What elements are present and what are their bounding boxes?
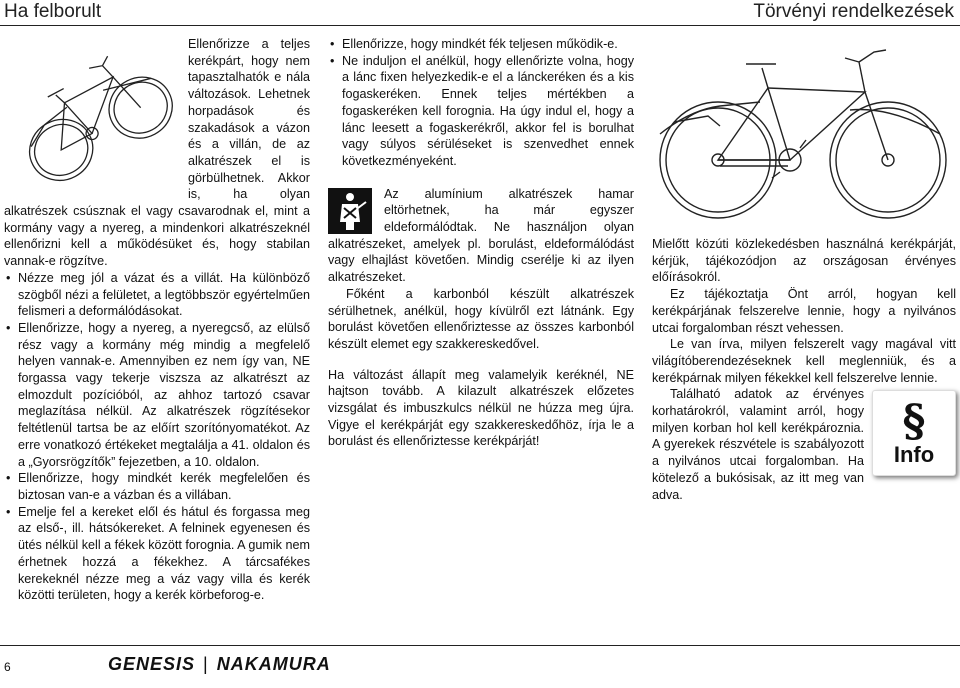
list-item: • Nézze meg jól a vázat és a villát. Ha különböző szögből nézi a felületet, a legtöbbször egyértelműen felismeri a deformálódásokat.	[4, 270, 310, 320]
info-label: Info	[893, 442, 935, 468]
bullet-list-left	[4, 270, 310, 604]
footer-rule	[0, 645, 960, 646]
fallen-bike-illustration	[4, 36, 182, 192]
brand-nakamura: NAKAMURA	[216, 654, 331, 674]
injury-warning-icon	[328, 188, 372, 234]
section-title-left: Ha felborult	[4, 1, 102, 22]
warning-paragraph-carbon: Főként a karbonból készült alkatrészek sérülhetnek, anélkül, hogy kívülről ezt látnánk. Egy borulást követően ellenőriztesse az összes karbonból készült elemet egy szakkereskedővel.	[328, 286, 634, 351]
section-title-right: Törvényi rendelkezések	[753, 1, 954, 22]
paragraph-age-limits: Található adatok az érvényes korhatárokról, valamint arról, hogy milyen korban hol kell kerékpároznia. A gyerekek részvétele is szabályozott a nyilvános utcai forgalomban. Ha kötelező a bukósisak, az itt meg van adva.	[652, 387, 864, 502]
brand-genesis: GENESIS	[108, 654, 196, 674]
column-left	[4, 36, 310, 604]
brand-separator: |	[203, 654, 209, 674]
info-box	[872, 390, 956, 476]
list-item: • Ellenőrizze, hogy mindkét kerék megfelelően és biztosan van-e a vázban és a villában.	[4, 470, 310, 503]
paragraph-lights-brakes: Le van írva, milyen felszerelt vagy magával vitt világítóberendezéseknek kell meglenniük, és a kerékpárnak milyen fékekkel kell felszerelve lennie.	[652, 337, 956, 385]
warning-paragraph-aluminium: Az alumínium alkatrészek hamar eltörhetnek, ha már egyszer eldeformálódtak. Ne használjon olyan alkatrészeket, amelyek pl. borulást, eldeformálódást vagy elhajlást követően. Mindig cserélje ki az ilyen alkatrészeket.	[328, 186, 634, 285]
paragraph-closing: Ha változást állapít meg valamelyik keréknél, NE hajtson tovább. A kilazult alkatrészek előzetes vizsgálat és imbuszkulcs nélkül ne húzza meg újra. Vigye el kerékpárját egy szakkereskedőhöz, írja le a borulást és ellenőriztesse kerékpárját!	[328, 367, 634, 449]
page-number: 6	[4, 660, 11, 674]
paragraph-sign-icon: §	[902, 396, 926, 448]
info-paragraph-block	[652, 386, 956, 503]
column-right	[652, 236, 956, 503]
list-item: • Ellenőrizze, hogy mindkét fék teljesen működik-e.	[328, 36, 634, 53]
bicycle-illustration	[650, 30, 956, 230]
header-rule	[0, 25, 960, 26]
bullet-list-middle	[328, 36, 634, 170]
column-middle	[328, 36, 634, 450]
list-item: • Emelje fel a kereket elől és hátul és forgassa meg az első-, ill. hátsókereket. A felninek egyenesen és ütés nélkül kell a fékek között forognia. A gumik nem érhetnek hozzá a fékekhez. A tárcsafékes kerekeknél nézze meg a váz vagy villa és kerék közötti területen, hogy a kerék körbeforog-e.	[4, 504, 310, 604]
paragraph-equipment: Ez tájékoztatja Önt arról, hogyan kell kerékpárjának felszerelve lennie, hogy a nyilvános utcai forgalomban részt vehessen.	[652, 287, 956, 335]
brand-logo	[108, 654, 331, 675]
list-item: • Ellenőrizze, hogy a nyereg, a nyeregcső, az elülső rész vagy a kormány még mindig a megfelelő helyen vannak-e. Amennyiben ez nem így van, NE forgassa vagy tekerje viszsza az alkatrészt az elmozdult pozícióból, az ahhoz tartozó csavar meglazítása nélkül. Az alkatrészek rögzítésekor feltétlenül tartsa be az előírt szorítónyomatékot. Az erre vonatkozó értékeket megtalálja a 41. oldalon és a „Gyorsrögzítők” fejezetben, a 10. oldalon.	[4, 320, 310, 470]
paragraph-regulations: Mielőtt közúti közlekedésben használná kerékpárját, kérjük, tájékozódjon az országosan érvényes előírásokról.	[652, 237, 956, 285]
paragraph-intro: Ellenőrizze a teljes kerékpárt, hogy nem tapasztalhatók e nála változások. Lehetnek horpadások és szakadások a vázon és a villán, de az alkatrészek el is görbülhetnek. Akkor is, ha olyan alkatrészek csúsznak el vagy csavarodnak el, mint a kormány vagy a nyereg, a mindenkori alkatrészeknél ellenőrizni kell a működésüket és, hogy stabilan vannak-e rögzítve.	[4, 37, 310, 269]
list-item: • Ne induljon el anélkül, hogy ellenőrizte volna, hogy a lánc fixen helyezkedik-e el a lánckeréken és a kis fogaskeréken. Ennek teljes mértékben a fogaskeréken kell forognia. Ha úgy indul el, hogy a lánc leesett a fogaskerékről, akkor fel is borulhat vagy súlyos sérüléseket is szenvedhet ennek következményeként.	[328, 53, 634, 170]
warning-block	[328, 186, 634, 353]
